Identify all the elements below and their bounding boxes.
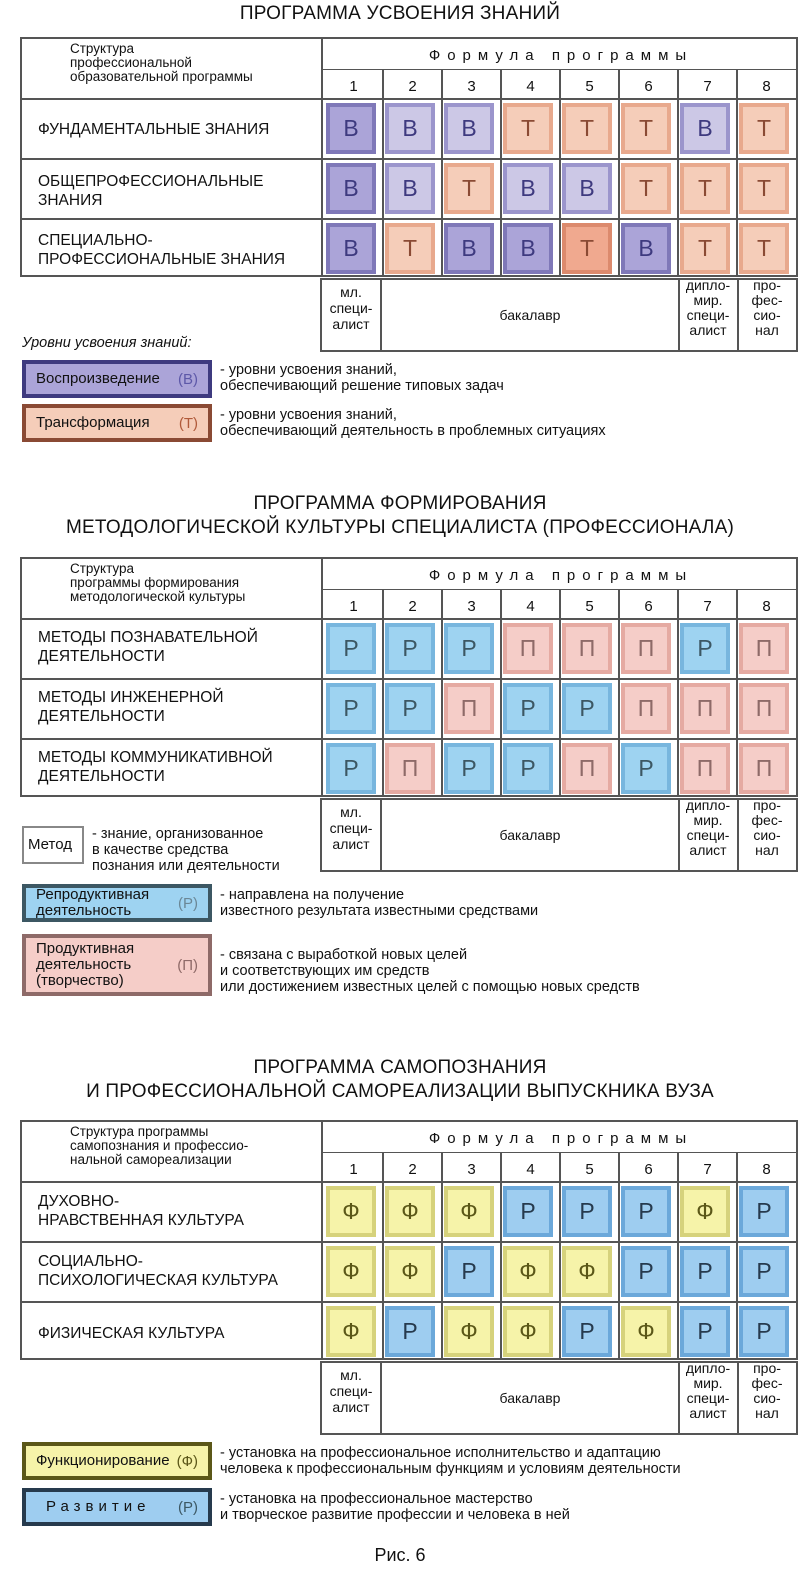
program-cell: В	[385, 103, 435, 154]
qualification-diploma: дипло- мир. специ- алист	[685, 1360, 731, 1421]
legend-transformation-code: (Т)	[178, 414, 198, 432]
program-cell: Ф	[562, 1246, 612, 1297]
column-number: 6	[644, 78, 653, 95]
header-divider	[322, 1152, 796, 1153]
qualification-junior: мл. специ- алист	[329, 804, 373, 852]
legend-development	[22, 1488, 212, 1526]
column-number: 1	[349, 598, 358, 615]
legend-functioning-description: - установка на профессиональное исполнительство и адаптацию человека к профессиональным функциям и условиям деятельности	[220, 1445, 681, 1477]
row-label: МЕТОДЫ ПОЗНАВАТЕЛЬНОЙ ДЕЯТЕЛЬНОСТИ	[38, 629, 258, 665]
column-number: 2	[408, 598, 417, 615]
program-cell: Р	[385, 1306, 435, 1357]
row-label: ДУХОВНО- НРАВСТВЕННАЯ КУЛЬТУРА	[38, 1193, 244, 1229]
program-cell: Р	[562, 1186, 612, 1237]
row-label: СПЕЦИАЛЬНО- ПРОФЕССИОНАЛЬНЫЕ ЗНАНИЯ	[38, 232, 286, 268]
program-cell: Ф	[444, 1306, 494, 1357]
column-number: 6	[644, 598, 653, 615]
program-cell: В	[326, 103, 376, 154]
program-cell: П	[680, 743, 730, 794]
program-cell: Р	[503, 743, 553, 794]
program-cell: Т	[739, 163, 789, 214]
legend-method-description: - знание, организованное в качестве средства познания или деятельности	[92, 826, 280, 874]
column-number: 6	[644, 1161, 653, 1178]
legend-method	[22, 826, 84, 864]
structure-header: Структура программы формирования методологической культуры	[70, 561, 246, 604]
legend-title: Уровни усвоения знаний:	[22, 335, 192, 351]
row-label: СОЦИАЛЬНО- ПСИХОЛОГИЧЕСКАЯ КУЛЬТУРА	[38, 1253, 278, 1289]
program-cell: Т	[680, 223, 730, 274]
program-table	[20, 1120, 798, 1360]
row-divider	[22, 218, 796, 220]
column-number: 2	[408, 1161, 417, 1178]
program-cell: Т	[562, 223, 612, 274]
program-cell: В	[444, 103, 494, 154]
row-divider	[22, 1301, 796, 1303]
legend-method-label: Метод	[28, 836, 72, 853]
qualification-row	[320, 1361, 798, 1435]
row-label: ФУНДАМЕНТАЛЬНЫЕ ЗНАНИЯ	[38, 121, 270, 138]
legend-productive	[22, 934, 212, 996]
column-number: 5	[585, 1161, 594, 1178]
program-cell: П	[385, 743, 435, 794]
qualification-pro: про- фес- сио- нал	[751, 797, 783, 858]
structure-header: Структура профессиональной образовательной программы	[70, 41, 253, 84]
program-cell: Р	[562, 1306, 612, 1357]
qualification-junior: мл. специ- алист	[329, 284, 373, 332]
row-divider	[22, 738, 796, 740]
legend-transformation-description: - уровни усвоения знаний, обеспечивающий деятельность в проблемных ситуациях	[220, 407, 606, 439]
qualification-pro: про- фес- сио- нал	[751, 277, 783, 338]
legend-reproductive-code: (Р)	[178, 894, 198, 912]
program-cell: В	[621, 223, 671, 274]
program-cell: Р	[739, 1246, 789, 1297]
qualification-bachelor: бакалавр	[499, 1390, 561, 1406]
program-cell: Т	[680, 163, 730, 214]
column-divider	[321, 39, 323, 275]
program-cell: В	[385, 163, 435, 214]
qualification-junior: мл. специ- алист	[329, 1367, 373, 1415]
program-cell: Ф	[326, 1186, 376, 1237]
program-cell: Р	[621, 743, 671, 794]
program-cell: П	[739, 623, 789, 674]
program-cell: Т	[444, 163, 494, 214]
program-cell: В	[562, 163, 612, 214]
program-cell: Р	[326, 623, 376, 674]
column-divider	[618, 1152, 620, 1358]
column-number: 4	[526, 598, 535, 615]
program-cell: Ф	[326, 1246, 376, 1297]
program-cell: Р	[444, 1246, 494, 1297]
column-divider	[677, 1152, 679, 1358]
program-table	[20, 37, 798, 277]
column-number: 5	[585, 598, 594, 615]
program-cell: Т	[385, 223, 435, 274]
qualification-bachelor: бакалавр	[499, 827, 561, 843]
column-divider	[677, 589, 679, 795]
program-cell: П	[621, 683, 671, 734]
program-cell: В	[444, 223, 494, 274]
program-cell: Р	[326, 743, 376, 794]
column-divider	[382, 1152, 384, 1358]
column-number: 1	[349, 1161, 358, 1178]
column-number: 8	[762, 78, 771, 95]
qualification-pro: про- фес- сио- нал	[751, 1360, 783, 1421]
qualification-row	[320, 798, 798, 872]
column-divider	[441, 69, 443, 275]
legend-productive-label: Продуктивная деятельность (творчество)	[36, 940, 135, 989]
column-number: 4	[526, 1161, 535, 1178]
row-divider	[22, 618, 796, 620]
program-cell: Р	[444, 743, 494, 794]
column-divider	[382, 589, 384, 795]
legend-reproduction	[22, 360, 212, 398]
column-number: 2	[408, 78, 417, 95]
program-cell: Ф	[444, 1186, 494, 1237]
legend-productive-description: - связана с выработкой новых целей и соответствующих им средств или достижением известных целей с помощью новых средств	[220, 947, 640, 995]
program-cell: Р	[680, 1246, 730, 1297]
legend-reproductive-label: Репродуктивная деятельность	[36, 886, 150, 919]
program-cell: Р	[621, 1186, 671, 1237]
program-cell: П	[680, 683, 730, 734]
column-divider	[736, 69, 738, 275]
column-number: 8	[762, 1161, 771, 1178]
program-cell: П	[621, 623, 671, 674]
legend-reproduction-label: Воспроизведение	[36, 370, 160, 387]
row-label: ОБЩЕПРОФЕССИОНАЛЬНЫЕ ЗНАНИЯ	[38, 173, 264, 209]
program-cell: Ф	[621, 1306, 671, 1357]
column-divider	[559, 1152, 561, 1358]
legend-reproductive-description: - направлена на получение известного результата известными средствами	[220, 887, 539, 919]
legend-reproductive	[22, 884, 212, 922]
column-number: 7	[703, 78, 712, 95]
program-cell: Т	[503, 103, 553, 154]
legend-development-code: (Р)	[178, 1498, 198, 1516]
column-number: 7	[703, 1161, 712, 1178]
program-cell: Р	[739, 1186, 789, 1237]
program-cell: Р	[680, 623, 730, 674]
section-title: ПРОГРАММА САМОПОЗНАНИЯ И ПРОФЕССИОНАЛЬНОЙ САМОРЕАЛИЗАЦИИ ВЫПУСКНИКА ВУЗА	[86, 1057, 714, 1102]
program-cell: Т	[739, 223, 789, 274]
qualification-row	[320, 278, 798, 352]
qualification-diploma: дипло- мир. специ- алист	[685, 277, 731, 338]
program-cell: В	[503, 223, 553, 274]
program-cell: Р	[739, 1306, 789, 1357]
column-number: 3	[467, 78, 476, 95]
program-cell: П	[562, 743, 612, 794]
program-cell: Ф	[503, 1246, 553, 1297]
legend-reproduction-code: (В)	[178, 370, 198, 388]
legend-transformation-label: Трансформация	[36, 414, 150, 431]
program-cell: Р	[680, 1306, 730, 1357]
program-cell: Р	[444, 623, 494, 674]
column-divider	[500, 69, 502, 275]
program-cell: Р	[326, 683, 376, 734]
legend-development-description: - установка на профессиональное мастерство и творческое развитие профессии и человека в ней	[220, 1491, 570, 1523]
program-cell: Ф	[385, 1246, 435, 1297]
program-cell: Т	[739, 103, 789, 154]
program-cell: П	[562, 623, 612, 674]
section-title: ПРОГРАММА УСВОЕНИЯ ЗНАНИЙ	[239, 3, 561, 24]
program-cell: Р	[503, 1186, 553, 1237]
column-divider	[736, 589, 738, 795]
program-cell: Р	[385, 623, 435, 674]
program-cell: Ф	[503, 1306, 553, 1357]
column-divider	[736, 1152, 738, 1358]
column-divider	[500, 589, 502, 795]
row-label: ФИЗИЧЕСКАЯ КУЛЬТУРА	[38, 1325, 225, 1342]
program-cell: Р	[562, 683, 612, 734]
legend-productive-code: (П)	[177, 956, 198, 974]
legend-development-label: Развитие	[46, 1498, 151, 1515]
column-number: 4	[526, 78, 535, 95]
legend-reproduction-description: - уровни усвоения знаний, обеспечивающий решение типовых задач	[220, 362, 504, 394]
legend-functioning	[22, 1442, 212, 1480]
column-divider	[441, 1152, 443, 1358]
row-label: МЕТОДЫ ИНЖЕНЕРНОЙ ДЕЯТЕЛЬНОСТИ	[38, 689, 224, 725]
column-number: 8	[762, 598, 771, 615]
formula-label: Формула программы	[428, 567, 694, 584]
program-cell: Т	[562, 103, 612, 154]
program-cell: Ф	[326, 1306, 376, 1357]
formula-label: Формула программы	[428, 47, 694, 64]
program-cell: Р	[503, 683, 553, 734]
figure-caption: Рис. 6	[374, 1545, 426, 1565]
structure-header: Структура программы самопознания и профессио- нальной самореализации	[70, 1124, 249, 1167]
row-divider	[22, 158, 796, 160]
program-table	[20, 557, 798, 797]
column-number: 5	[585, 78, 594, 95]
formula-label: Формула программы	[428, 1130, 694, 1147]
column-divider	[677, 69, 679, 275]
program-cell: Т	[621, 163, 671, 214]
program-cell: В	[326, 163, 376, 214]
column-divider	[382, 69, 384, 275]
legend-functioning-label: Функционирование	[36, 1452, 170, 1469]
program-cell: В	[503, 163, 553, 214]
column-divider	[618, 69, 620, 275]
row-divider	[22, 1241, 796, 1243]
column-divider	[500, 1152, 502, 1358]
program-cell: Р	[621, 1246, 671, 1297]
column-divider	[618, 589, 620, 795]
section-title: ПРОГРАММА ФОРМИРОВАНИЯ МЕТОДОЛОГИЧЕСКОЙ КУЛЬТУРЫ СПЕЦИАЛИСТА (ПРОФЕССИОНАЛА)	[66, 493, 734, 538]
header-divider	[322, 589, 796, 590]
row-divider	[22, 1181, 796, 1183]
program-cell: В	[680, 103, 730, 154]
program-cell: П	[739, 683, 789, 734]
qualification-bachelor: бакалавр	[499, 307, 561, 323]
legend-functioning-code: (Ф)	[176, 1452, 198, 1470]
program-cell: Ф	[385, 1186, 435, 1237]
legend-transformation	[22, 404, 212, 442]
column-number: 3	[467, 1161, 476, 1178]
column-divider	[441, 589, 443, 795]
row-divider	[22, 678, 796, 680]
column-divider	[321, 1122, 323, 1358]
program-cell: В	[326, 223, 376, 274]
program-cell: Р	[385, 683, 435, 734]
program-cell: П	[503, 623, 553, 674]
row-divider	[22, 98, 796, 100]
program-cell: П	[444, 683, 494, 734]
column-number: 3	[467, 598, 476, 615]
row-label: МЕТОДЫ КОММУНИКАТИВНОЙ ДЕЯТЕЛЬНОСТИ	[38, 749, 273, 785]
column-divider	[559, 69, 561, 275]
qualification-diploma: дипло- мир. специ- алист	[685, 797, 731, 858]
column-divider	[321, 559, 323, 795]
column-divider	[559, 589, 561, 795]
program-cell: Т	[621, 103, 671, 154]
column-number: 7	[703, 598, 712, 615]
program-cell: П	[739, 743, 789, 794]
column-number: 1	[349, 78, 358, 95]
header-divider	[322, 69, 796, 70]
program-cell: Ф	[680, 1186, 730, 1237]
